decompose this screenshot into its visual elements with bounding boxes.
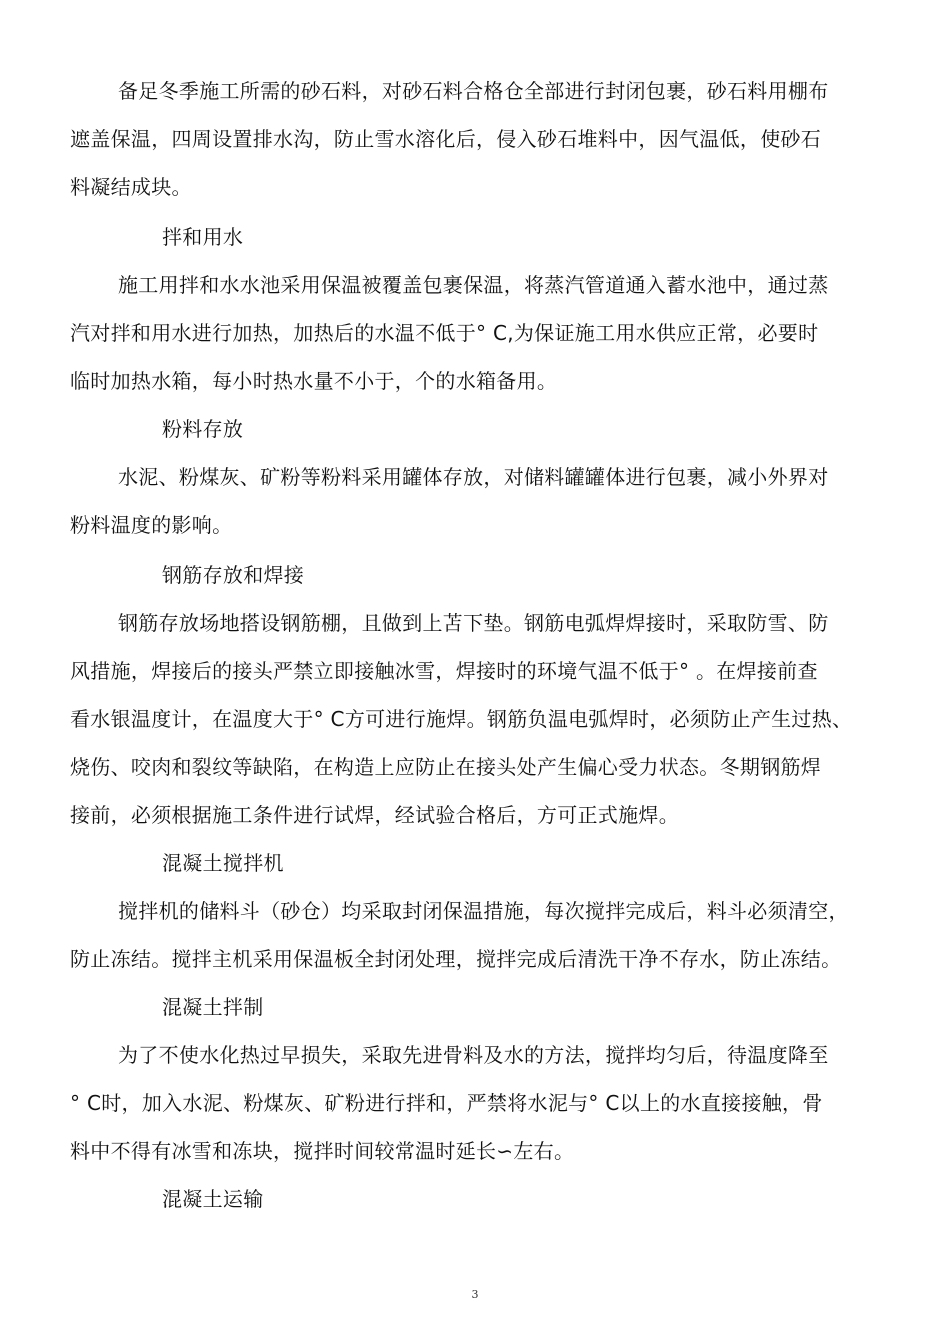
mixing-line-1: 为了不使水化热过早损失，采取先进骨料及水的方法，搅拌均匀后，待温度降至: [118, 1043, 829, 1067]
powder-heading: 粉料存放: [162, 417, 244, 441]
rebar-line-1: 钢筋存放场地搭设钢筋棚，且做到上苫下垫。钢筋电弧焊焊接时，采取防雪、防: [118, 611, 829, 635]
sand-gravel-line-3: 料凝结成块。: [70, 175, 192, 199]
sand-gravel-line-2: 遮盖保温，四周设置排水沟，防止雪水溶化后，侵入砂石堆料中，因气温低，使砂石: [70, 127, 822, 151]
transport-heading: 混凝土运输: [162, 1187, 264, 1211]
mixer-line-2: 防止冻结。搅拌主机采用保温板全封闭处理，搅拌完成后清洗干净不存水，防止冻结。: [70, 947, 842, 971]
rebar-line-2: 风措施，焊接后的接头严禁立即接触冰雪，焊接时的环境气温不低于° 。在焊接前查: [70, 659, 818, 683]
mixing-water-heading: 拌和用水: [162, 225, 244, 249]
powder-line-2: 粉料温度的影响。: [70, 513, 233, 537]
sand-gravel-line-1: 备足冬季施工所需的砂石料，对砂石料合格仓全部进行封闭包裹，砂石料用棚布: [118, 79, 829, 103]
mixing-water-line-3: 临时加热水箱，每小时热水量不小于，个的水箱备用。: [70, 369, 558, 393]
mixing-water-line-1: 施工用拌和水水池采用保温被覆盖包裹保温，将蒸汽管道通入蓄水池中，通过蒸: [118, 273, 829, 297]
mixing-heading: 混凝土拌制: [162, 995, 264, 1019]
rebar-heading: 钢筋存放和焊接: [162, 563, 305, 587]
mixer-heading: 混凝土搅拌机: [162, 851, 284, 875]
mixing-line-3: 料中不得有冰雪和冻块，搅拌时间较常温时延长∽左右。: [70, 1139, 575, 1163]
mixer-line-1: 搅拌机的储料斗（砂仓）均采取封闭保温措施，每次搅拌完成后，料斗必须清空，: [118, 899, 849, 923]
page-number: 3: [471, 1288, 479, 1301]
mixing-water-line-2: 汽对拌和用水进行加热，加热后的水温不低于° C,为保证施工用水供应正常，必要时: [70, 321, 819, 345]
rebar-line-4: 烧伤、咬肉和裂纹等缺陷，在构造上应防止在接头处产生偏心受力状态。冬期钢筋焊: [70, 755, 822, 779]
rebar-line-5: 接前，必须根据施工条件进行试焊，经试验合格后，方可正式施焊。: [70, 803, 679, 827]
powder-line-1: 水泥、粉煤灰、矿粉等粉料采用罐体存放，对储料罐罐体进行包裹，减小外界对: [118, 465, 829, 489]
rebar-line-3: 看水银温度计，在温度大于° C方可进行施焊。钢筋负温电弧焊时，必须防止产生过热、: [70, 707, 853, 731]
mixing-line-2: ° C时，加入水泥、粉煤灰、矿粉进行拌和，严禁将水泥与° C以上的水直接接触，骨: [70, 1091, 823, 1115]
